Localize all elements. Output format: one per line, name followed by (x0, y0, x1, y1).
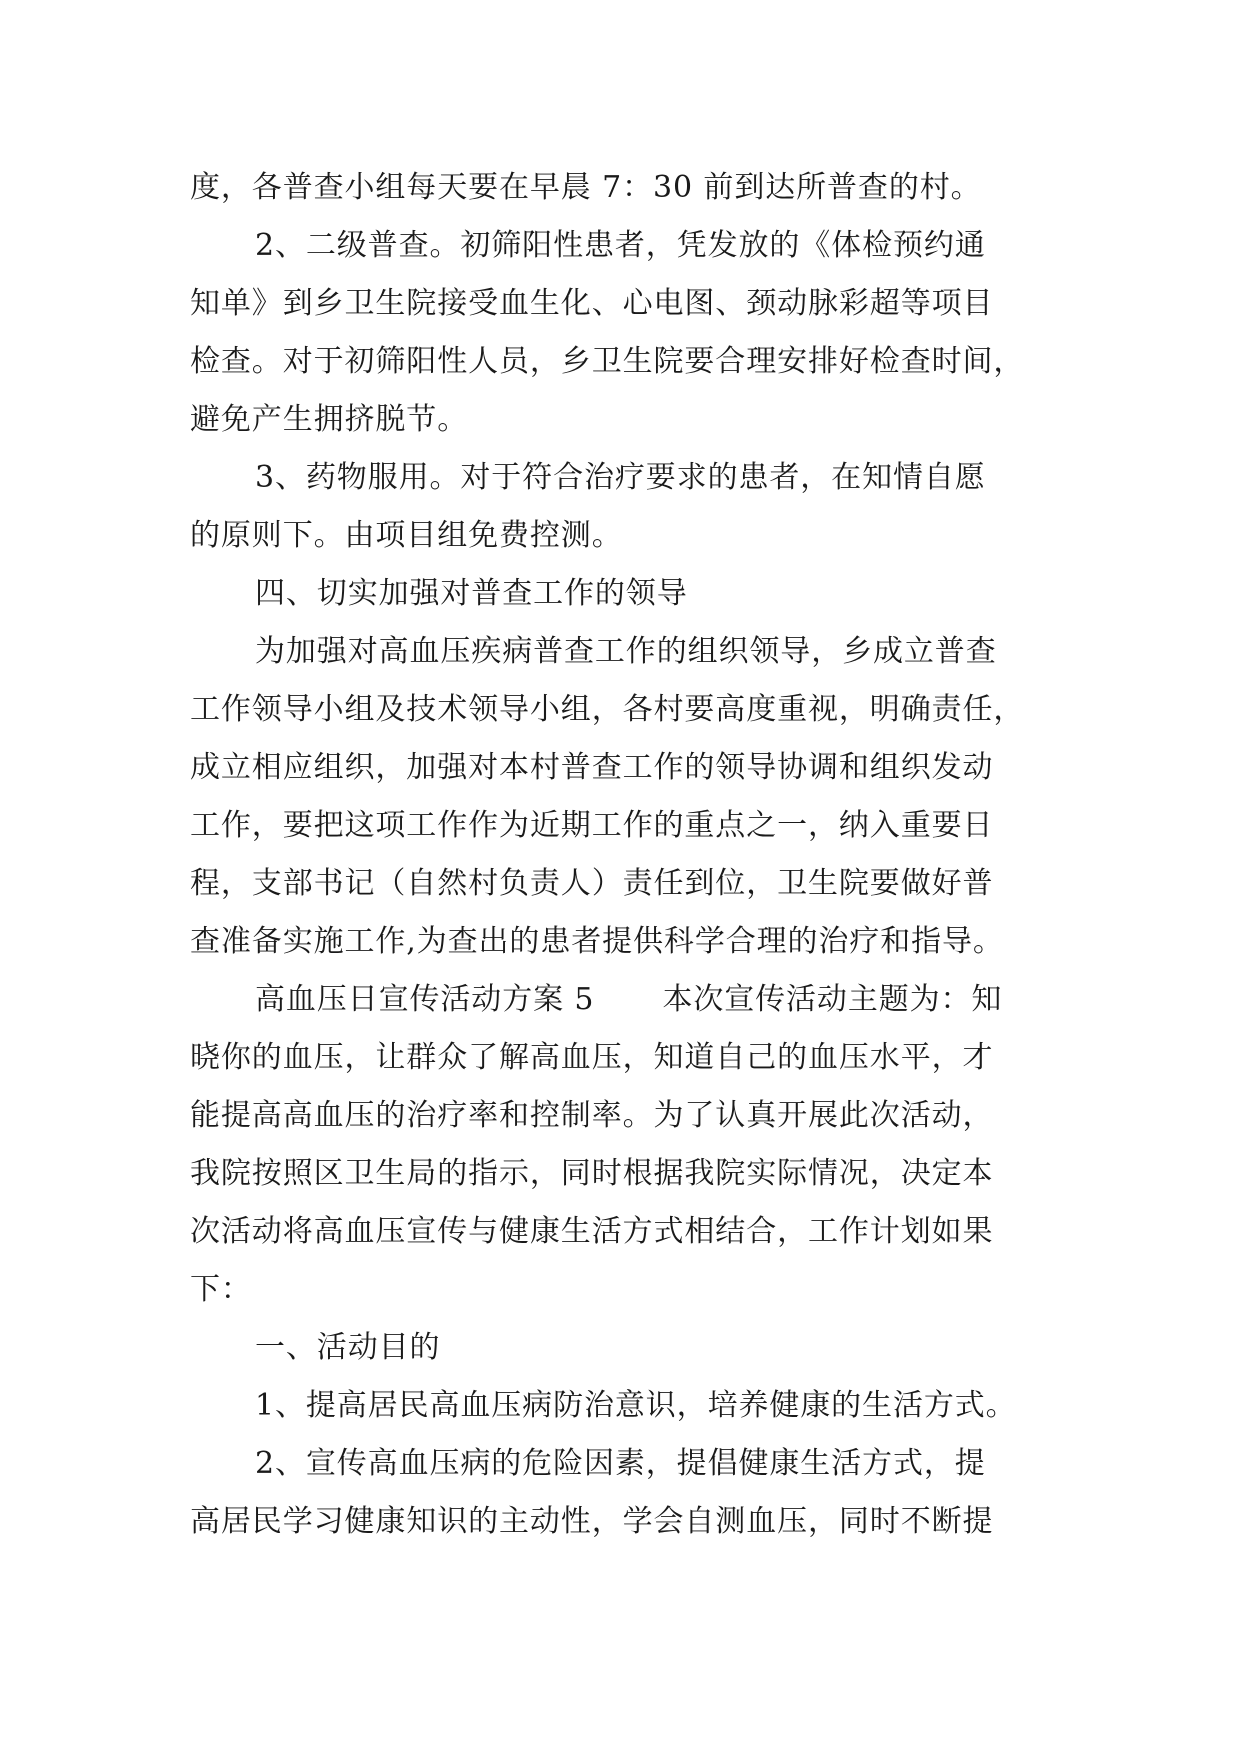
body-line: 工作领导小组及技术领导小组，各村要高度重视，明确责任， (190, 692, 1025, 727)
list-item-secondary-screening: 2、二级普查。初筛阳性患者，凭发放的《体检预约通 (255, 228, 986, 263)
paragraph-leadership-start: 为加强对高血压疾病普查工作的组织领导，乡成立普查 (255, 634, 997, 669)
body-line: 度，各普查小组每天要在早晨 7：30 前到达所普查的村。 (190, 170, 982, 205)
list-item-objective-1: 1、提高居民高血压病防治意识，培养健康的生活方式。 (255, 1388, 1017, 1423)
list-item-medication: 3、药物服用。对于符合治疗要求的患者，在知情自愿 (255, 460, 986, 495)
body-line: 晓你的血压，让群众了解高血压，知道自己的血压水平，才 (190, 1040, 994, 1075)
plan-title: 高血压日宣传活动方案 5 (255, 982, 595, 1017)
section-heading-objectives: 一、活动目的 (255, 1330, 441, 1365)
body-line: 知单》到乡卫生院接受血生化、心电图、颈动脉彩超等项目 (190, 286, 994, 321)
plan-title-line (255, 980, 1002, 1020)
body-line: 工作，要把这项工作作为近期工作的重点之一，纳入重要日 (190, 808, 994, 843)
body-line: 避免产生拥挤脱节。 (190, 402, 469, 437)
list-item-objective-2: 2、宣传高血压病的危险因素，提倡健康生活方式，提 (255, 1446, 986, 1481)
body-line: 查准备实施工作,为查出的患者提供科学合理的治疗和指导。 (190, 924, 1004, 959)
body-line: 检查。对于初筛阳性人员，乡卫生院要合理安排好检查时间， (190, 344, 1025, 379)
section-heading-leadership: 四、切实加强对普查工作的领导 (255, 576, 688, 611)
body-line: 能提高高血压的治疗率和控制率。为了认真开展此次活动， (190, 1098, 994, 1133)
theme-intro: 本次宣传活动主题为：知 (662, 982, 1003, 1017)
body-line: 次活动将高血压宣传与健康生活方式相结合，工作计划如果 (190, 1214, 994, 1249)
body-line: 的原则下。由项目组免费控测。 (190, 518, 623, 553)
body-line: 高居民学习健康知识的主动性，学会自测血压，同时不断提 (190, 1504, 994, 1539)
body-line: 程，支部书记（自然村负责人）责任到位，卫生院要做好普 (190, 866, 994, 901)
body-line: 我院按照区卫生局的指示，同时根据我院实际情况，决定本 (190, 1156, 994, 1191)
body-line: 成立相应组织，加强对本村普查工作的领导协调和组织发动 (190, 750, 994, 785)
body-line: 下： (190, 1272, 252, 1307)
